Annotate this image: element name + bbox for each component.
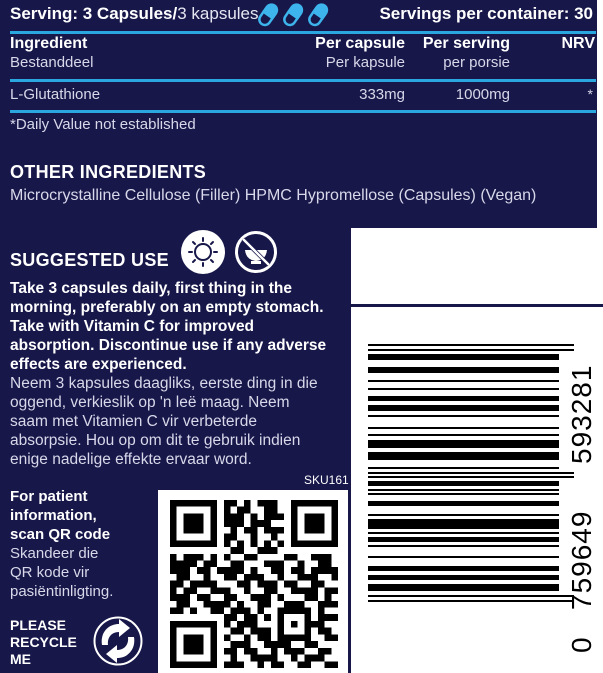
barcode-digits-group1: 0 <box>566 637 597 653</box>
text-line: Neem 3 kapsules daagliks, eerste ding in die <box>10 375 318 392</box>
header-nrv: NRV <box>561 35 595 52</box>
other-ingredients-text: Microcrystalline Cellulose (Filler) HPMC Hypromellose (Capsules) (Vegan) <box>10 187 537 204</box>
text-line: absorpsie. Hou op om dit te gebruik indien <box>10 432 301 449</box>
capsule-icons <box>256 3 330 32</box>
barcode <box>368 343 578 633</box>
other-ingredients-title: OTHER INGREDIENTS <box>10 162 207 182</box>
recycle-text <box>10 617 77 668</box>
suggested-use-af <box>10 374 318 469</box>
text-line: scan QR code <box>10 526 111 543</box>
cell-per-serving: 1000mg <box>455 86 510 103</box>
barcode-digits-group2: 759649 <box>566 510 597 610</box>
suggested-use-title: SUGGESTED USE <box>10 250 169 270</box>
text-line: oggend, verkieslik op 'n leë maag. Neem <box>10 394 290 411</box>
no-food-icon <box>234 230 278 274</box>
serving-label-en: Serving: 3 Capsules/ <box>10 4 178 23</box>
text-line: Take with Vitamin C for improved <box>10 318 255 335</box>
header-ingredient-af: Bestanddeel <box>10 54 94 71</box>
green-dot-recycle-icon <box>92 615 144 672</box>
text-line: enige nadelige effekte ervaar word. <box>10 451 252 468</box>
header-per-capsule: Per capsule <box>315 35 405 52</box>
divider <box>10 79 596 82</box>
sun-icon <box>181 230 225 274</box>
qr-code[interactable] <box>170 500 338 668</box>
text-line: PLEASE <box>10 617 67 633</box>
text-line: information, <box>10 507 97 524</box>
text-line: Skandeer die <box>10 545 99 562</box>
servings-per-container: Servings per container: 30 <box>379 4 593 23</box>
header-ingredient: Ingredient <box>10 35 88 52</box>
text-line: pasiëntinligting. <box>10 583 114 600</box>
footnote: *Daily Value not established <box>10 116 196 133</box>
sku: SKU161 <box>304 473 349 487</box>
text-line: saam met Vitamien C vir verbeterde <box>10 413 257 430</box>
divider <box>10 31 596 34</box>
text-line: effects are experienced. <box>10 356 187 373</box>
header-per-serving: Per serving <box>422 35 510 52</box>
divider <box>10 110 596 113</box>
text-line: For patient <box>10 488 88 505</box>
divider <box>349 228 351 673</box>
text-line: morning, preferably on an empty stomach. <box>10 299 324 316</box>
header-per-capsule-af: Per kapsule <box>325 54 405 71</box>
text-line: absorption. Discontinue use if any adverse <box>10 337 327 354</box>
text-line: Take 3 capsules daily, first thing in the <box>10 280 292 297</box>
serving-label-af: 3 kapsules <box>177 4 259 23</box>
suggested-use-en <box>10 279 326 374</box>
barcode-digits-group3: 593281 <box>566 364 597 464</box>
cell-ingredient: L-Glutathione <box>10 86 101 103</box>
serving-label <box>10 4 259 24</box>
cell-nrv: * <box>587 86 593 102</box>
cell-per-capsule: 333mg <box>359 86 405 103</box>
text-line: QR kode vir <box>10 564 90 581</box>
capsule-icon <box>257 3 329 27</box>
text-line: ME <box>10 651 31 667</box>
divider <box>351 304 603 307</box>
patient-info <box>10 487 113 601</box>
text-line: RECYCLE <box>10 634 77 650</box>
header-per-serving-af: per porsie <box>443 54 510 71</box>
